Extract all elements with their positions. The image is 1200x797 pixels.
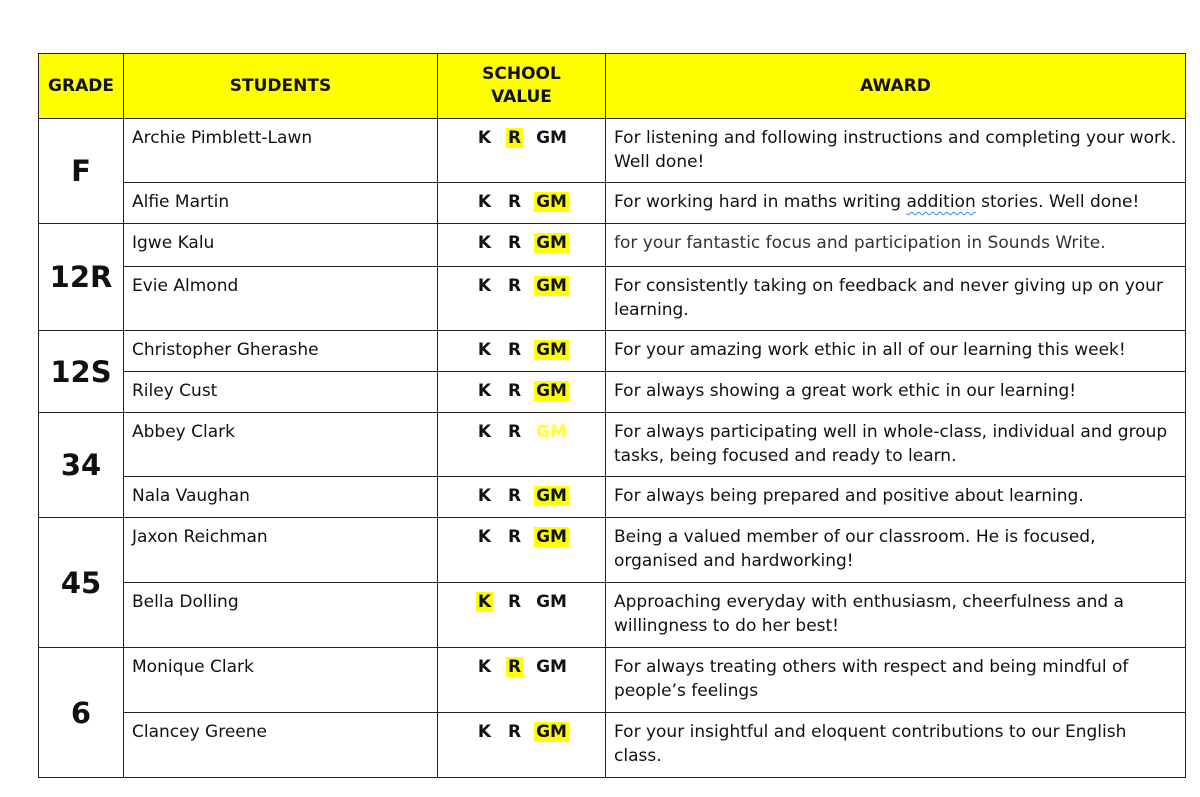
value-k-label: K [477,192,492,212]
award-text-content: For listening and following instructions and completing your work. Well done! [614,128,1177,172]
header-grade: GRADE [39,54,124,119]
value-k-label: K [477,276,492,296]
award-text [606,648,1186,713]
value-k-label: K [477,381,492,401]
award-text-part: stories. Well done! [975,192,1140,212]
award-text [606,331,1186,372]
value-gm [530,231,574,255]
award-text-content: For always showing a great work ethic in our learning! [614,381,1077,401]
award-text-content: For always treating others with respect and being mindful of people’s feelings [614,657,1129,701]
value-k [470,525,500,549]
value-gm-label: GM [536,192,567,212]
table-row [39,119,1186,183]
value-k [470,190,500,214]
award-text [606,267,1186,331]
value-k-label: K [477,527,492,547]
grade-cell: 12R [39,224,124,331]
table-row [39,331,1186,372]
award-text [606,372,1186,413]
school-value-cell [438,648,606,713]
school-value-cell [438,477,606,518]
value-k-label: K [477,128,492,148]
value-k [470,379,500,403]
table-row [39,413,1186,477]
school-value-cell [438,713,606,778]
student-name: Riley Cust [124,372,438,413]
header-students: STUDENTS [124,54,438,119]
value-r-label: R [507,527,522,547]
spellcheck-word: addition [906,192,976,212]
value-r-label: R [507,657,522,677]
value-gm [530,720,574,744]
value-k-label: K [477,340,492,360]
award-text [606,224,1186,267]
value-gm-label: GM [536,233,567,253]
value-r [500,274,530,298]
value-gm-label: GM [536,722,567,742]
grade-cell: F [39,119,124,224]
value-k [470,231,500,255]
student-name: Bella Dolling [124,583,438,648]
value-gm [530,126,574,150]
value-r-label: R [507,422,522,442]
value-r [500,484,530,508]
table-row [39,713,1186,778]
value-k [470,420,500,444]
value-gm-label: GM [536,657,567,677]
table-row [39,477,1186,518]
value-r [500,379,530,403]
award-text [606,518,1186,583]
value-k-label: K [477,592,492,612]
value-r-label: R [507,381,522,401]
award-text-content: Approaching everyday with enthusiasm, cheerfulness and a willingness to do her best! [614,592,1124,636]
award-text-content: For consistently taking on feedback and never giving up on your learning. [614,276,1163,320]
school-value-cell [438,518,606,583]
value-r [500,590,530,614]
value-gm [530,484,574,508]
header-award: AWARD [606,54,1186,119]
value-r-label: R [507,128,522,148]
award-text-content: For your amazing work ethic in all of our learning this week! [614,340,1126,360]
school-value-cell [438,267,606,331]
school-value-cell [438,372,606,413]
value-gm [530,338,574,362]
award-text-part: For working hard in maths writing [614,192,907,212]
value-gm-label: GM [536,592,567,612]
student-name: Christopher Gherashe [124,331,438,372]
value-gm-label: GM [536,381,567,401]
value-k-label: K [477,657,492,677]
value-k-label: K [477,233,492,253]
award-text [606,477,1186,518]
value-k [470,590,500,614]
school-value-cell [438,583,606,648]
value-gm [530,379,574,403]
school-value-cell [438,119,606,183]
value-k [470,126,500,150]
table-row [39,224,1186,267]
awards-table [38,53,1186,778]
value-k [470,338,500,362]
value-k [470,274,500,298]
award-text [606,413,1186,477]
value-k-label: K [477,422,492,442]
student-name: Nala Vaughan [124,477,438,518]
grade-cell: 34 [39,413,124,518]
value-r-label: R [507,340,522,360]
school-value-cell [438,331,606,372]
value-gm-label: GM [536,340,567,360]
value-r-label: R [507,192,522,212]
student-name: Jaxon Reichman [124,518,438,583]
header-school-value: SCHOOL VALUE [438,54,606,119]
value-gm-label: GM [536,422,567,442]
value-r [500,190,530,214]
student-name: Clancey Greene [124,713,438,778]
value-r-label: R [507,486,522,506]
award-text-content: For always being prepared and positive about learning. [614,486,1084,506]
table-row [39,518,1186,583]
value-gm-label: GM [536,527,567,547]
student-name: Abbey Clark [124,413,438,477]
table-row [39,372,1186,413]
value-r [500,338,530,362]
award-text-content: Being a valued member of our classroom. He is focused, organised and hardworking! [614,527,1096,571]
award-text [606,713,1186,778]
student-name: Monique Clark [124,648,438,713]
value-r [500,231,530,255]
value-r [500,420,530,444]
value-gm [530,525,574,549]
value-k [470,655,500,679]
student-name: Igwe Kalu [124,224,438,267]
school-value-cell [438,413,606,477]
value-r [500,720,530,744]
grade-cell: 6 [39,648,124,778]
value-k-label: K [477,486,492,506]
award-text [606,583,1186,648]
grade-cell: 45 [39,518,124,648]
award-text [606,119,1186,183]
award-text-content: For your insightful and eloquent contributions to our English class. [614,722,1127,766]
table-row [39,267,1186,331]
value-gm [530,655,574,679]
student-name: Evie Almond [124,267,438,331]
table-row [39,648,1186,713]
value-r [500,655,530,679]
value-r [500,525,530,549]
school-value-cell [438,224,606,267]
school-value-cell [438,183,606,224]
value-r-label: R [507,722,522,742]
student-name: Alfie Martin [124,183,438,224]
student-name: Archie Pimblett-Lawn [124,119,438,183]
value-gm [530,420,574,444]
grade-cell: 12S [39,331,124,413]
table-row [39,183,1186,224]
value-r [500,126,530,150]
value-k-label: K [477,722,492,742]
value-r-label: R [507,276,522,296]
value-gm [530,590,574,614]
value-r-label: R [507,592,522,612]
value-k [470,484,500,508]
value-k [470,720,500,744]
value-gm [530,274,574,298]
value-gm-label: GM [536,486,567,506]
value-gm-label: GM [536,128,567,148]
award-text [606,183,1186,224]
header-row [39,54,1186,119]
value-gm [530,190,574,214]
value-r-label: R [507,233,522,253]
award-text-content: for your fantastic focus and participation in Sounds Write. [614,233,1106,253]
award-text-content: For always participating well in whole-class, individual and group tasks, being focused and ready to learn. [614,422,1168,466]
table-row [39,583,1186,648]
awards-body [39,119,1186,778]
value-gm-label: GM [536,276,567,296]
